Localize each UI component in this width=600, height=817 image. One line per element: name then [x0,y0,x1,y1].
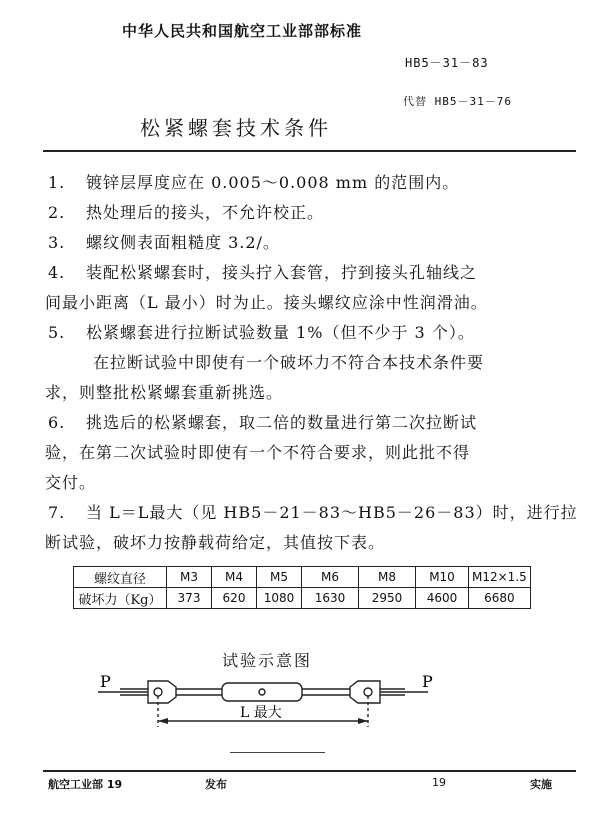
footer-year: 19 [432,776,446,789]
table-header-force: 破坏力（Kg） [74,588,167,609]
table-cell: M3 [167,567,212,588]
clause-1: 1. 镀锌层厚度应在 0.005～0.008 mm 的范围内。 [48,173,460,192]
right-pin [364,688,372,696]
diagram-caption: 试验示意图 [222,651,313,670]
table-cell: 373 [167,588,212,609]
right-clevis [350,681,380,703]
breaking-force-table [73,566,531,609]
footer-divider [43,770,576,772]
table-cell: M12×1.5 [469,567,531,588]
footer-implement: 实施 [530,778,552,791]
clause-5-cont-1: 在拉断试验中即使有一个破坏力不符合本技术条件要 [93,353,485,372]
clause-3: 3. 螺纹侧表面粗糙度 3.2/。 [48,233,280,252]
clause-4-cont: 间最小距离（L 最小）时为止。接头螺纹应涂中性润滑油。 [45,293,488,312]
load-label-left: P [100,672,111,691]
table-header-thread: 螺纹直径 [74,567,167,588]
table-cell: M5 [257,567,302,588]
dimension-label: L 最大 [240,705,282,721]
table-cell: 6680 [469,588,531,609]
load-label-right: P [422,672,433,691]
table-row-thread [74,567,531,588]
issuing-authority: 中华人民共和国航空工业部部标准 [122,22,363,40]
table-cell: 2950 [359,588,416,609]
table-cell: 1630 [302,588,359,609]
end-mark [230,752,325,753]
clause-6: 6. 挑选后的松紧螺套，取二倍的数量进行第二次拉断试 [48,413,478,432]
table-cell: M8 [359,567,416,588]
clause-6-cont-2: 交付。 [45,473,97,492]
clause-5: 5. 松紧螺套进行拉断试验数量 1%（但不少于 3 个）。 [48,323,475,342]
table-cell: 4600 [416,588,469,609]
footer-issuer: 航空工业部 19 [48,778,123,791]
clause-2: 2. 热处理后的接头，不允许校正。 [48,203,325,222]
header-divider [43,150,576,152]
table-cell: 620 [212,588,257,609]
table-cell: M4 [212,567,257,588]
test-diagram [0,665,600,745]
footer-issued: 发布 [205,778,227,791]
turnbuckle-sleeve [222,683,302,701]
replaces-standard: 代替 HB5－31－76 [403,95,512,108]
table-cell: 1080 [257,588,302,609]
table-row-force [74,588,531,609]
table-cell: M6 [302,567,359,588]
left-pin [154,688,162,696]
document-title: 松紧螺套技术条件 [140,116,332,140]
table-cell: M10 [416,567,469,588]
standard-number: HB5－31－83 [405,56,489,70]
clause-4: 4. 装配松紧螺套时，接头拧入套管，拧到接头孔轴线之 [48,263,478,282]
clause-5-cont-2: 求，则整批松紧螺套重新挑选。 [45,383,284,402]
clause-7: 7. 当 L＝L最大（见 HB5－21－83～HB5－26－83）时，进行拉 [48,503,578,522]
clause-7-cont: 断试验，破坏力按静载荷给定，其值按下表。 [45,533,386,552]
clause-6-cont-1: 验，在第二次试验时即使有一个不符合要求，则此批不得 [45,443,471,462]
